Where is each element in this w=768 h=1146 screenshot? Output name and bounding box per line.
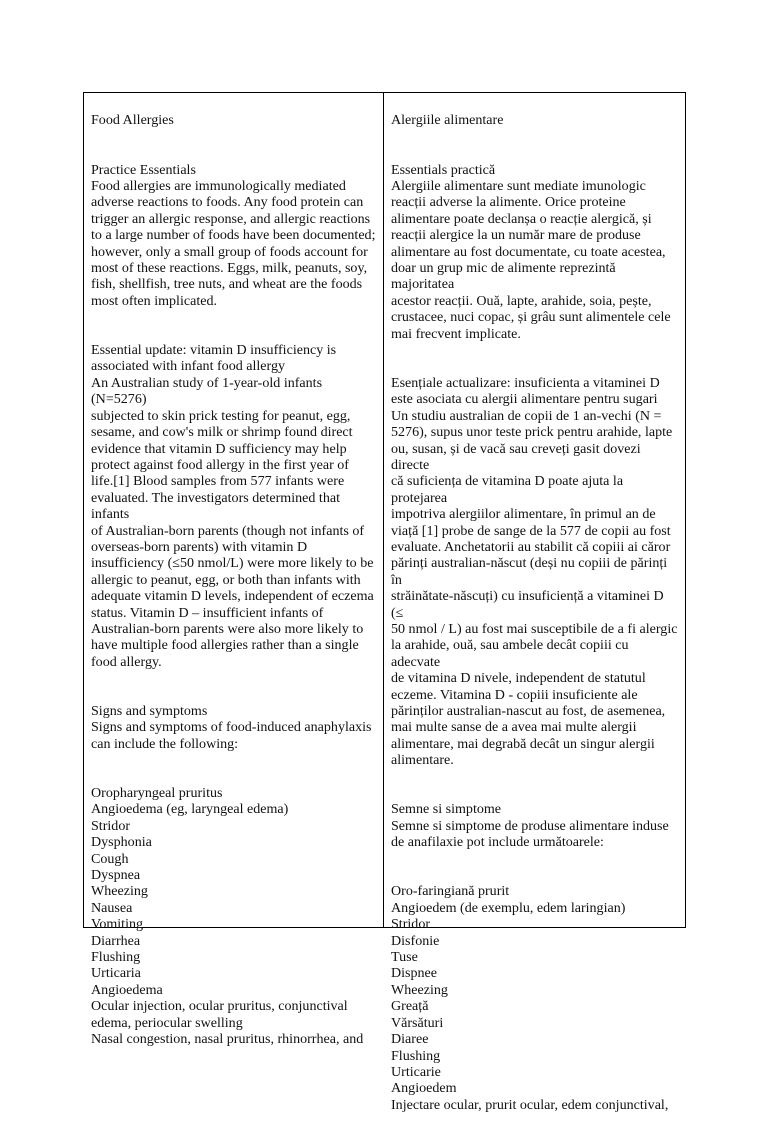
english-signs-symptoms: Signs and symptoms Signs and symptoms of food-induced anaphylaxis can include the following: [91, 702, 372, 752]
english-title: Food Allergies [91, 112, 174, 129]
english-symptom-list: Oropharyngeal pruritus Angioedema (eg, laryngeal edema) Stridor Dysphonia Cough Dyspnea Wheezing Nausea Vomiting Diarrhea Flushing Urticaria Angioedema Ocular injection, ocular pruritus, conjunctival edema, periocular swelling Nasal congestion, nasal pruritus, rhinorrhea, and [91, 785, 364, 1048]
romanian-column [384, 93, 685, 1113]
english-essential-update: Essential update: vitamin D insufficiency is associated with infant food allergy An Australian study of 1-year-old infants (N=5276) subjected to skin prick testing for peanut, egg, sesame, and cow's milk or shrimp found direct evidence that vitamin D sufficiency may help protect against food allergy in the first year of life.[1] Blood samples from 577 infants were evaluated. The investigators determined that infants of Australian-born parents (though not infants of overseas-born parents) with vitamin D insufficiency (≤50 nmol/L) were more likely to be allergic to peanut, egg, or both than infants with adequate vitamin D levels, independent of eczema status. Vitamin D – insufficient infants of Australian-born parents were also more likely to have multiple food allergies rather than a single food allergy. [91, 342, 374, 670]
romanian-symptom-list: Oro-faringiană prurit Angioedem (de exemplu, edem laringian) Stridor Disfonie Tuse Dispnee Wheezing Greață Vărsături Diaree Flushing Urticarie Angioedem Injectare ocular, prurit ocular, edem conjunctival, [391, 883, 669, 1113]
romanian-title: Alergiile alimentare [391, 112, 504, 129]
bilingual-table [83, 92, 686, 1113]
romanian-practice-essentials: Essentials practică Alergiile alimentare sunt mediate imunologic reacții adverse la alimente. Orice proteine alimentare poate declanșa o reacție alergică, și reacții alergice la un număr mare de produse alimentare au fost documentate, cu toate acestea, doar un grup mic de alimente reprezintă majoritatea acestor reacții. Ouă, lapte, arahide, soia, pește, crustacee, nuci copac, și grâu sunt alimentele cele mai frecvent implicate. [391, 161, 671, 342]
english-practice-essentials: Practice Essentials Food allergies are immunologically mediated adverse reactions to foods. Any food protein can trigger an allergic response, and allergic reactions to a large number of foods have been documented; however, only a small group of foods account for most of these reactions. Eggs, milk, peanuts, soy, fish, shellfish, tree nuts, and wheat are the foods most often implicated. [91, 161, 376, 309]
romanian-signs-symptoms: Semne si simptome Semne si simptome de produse alimentare induse de anafilaxie pot include următoarele: [391, 801, 669, 851]
romanian-essential-update: Esențiale actualizare: insuficienta a vitaminei D este asociata cu alergii alimentare pentru sugari Un studiu australian de copii de 1 an-vechi (N = 5276), supus unor teste prick pentru arahide, lapte ou, susan, și de vacă sau creveți gasit dovezi directe că suficiența de vitamina D poate ajuta la protejarea impotriva alergiilor alimentare, în primul an de viață [1] probe de sange de la 577 de copii au fost evaluate. Anchetatorii au stabilit că copiii ai căror părinți australian-născut (deși nu copiii de părinți în străinătate-născuți) cu insuficiență a vitaminei D (≤ 50 nmol / L) au fost mai susceptibile de a fi alergic la arahide, ouă, sau ambele decât copiii cu adecvate de vitamina D nivele, independent de statutul eczeme. Vitamina D - copiii insuficiente ale părinților australian-nascut au fost, de asemenea, mai multe sanse de a avea mai multe alergii alimentare, mai degrabă decât un singur alergii alimentare. [391, 374, 678, 769]
english-column [84, 93, 384, 1048]
